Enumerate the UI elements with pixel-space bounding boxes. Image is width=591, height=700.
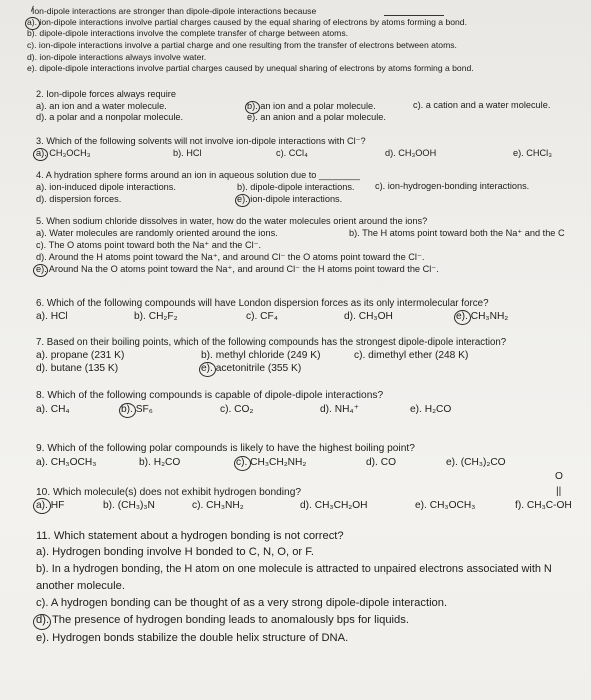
question-11-option-a: a). Hydrogen bonding involve H bonded to C, N, O, or F. xyxy=(36,546,314,558)
question-3-option-c: c). CCl₄ xyxy=(276,148,308,158)
question-3-option-b: b). HCl xyxy=(173,148,202,158)
question-3-option-e: e). CHCl₃ xyxy=(513,148,552,158)
question-2-option-c: c). a cation and a water molecule. xyxy=(413,100,551,110)
question-6-option-b: b). CH₂F₂ xyxy=(134,311,178,322)
question-5-stem: 5. When sodium chloride dissolves in water, how do the water molecules orient around the ions? xyxy=(36,216,428,226)
question-8-option-a: a). CH₄ xyxy=(36,404,70,415)
question-10-option-b: b). (CH₃)₃N xyxy=(103,500,155,511)
question-7-option-d: d). butane (135 K) xyxy=(36,363,119,374)
question-2-option-d: d). a polar and a nonpolar molecule. xyxy=(36,112,184,122)
question-4-option-d: d). dispersion forces. xyxy=(36,194,122,204)
question-6-stem: 6. Which of the following compounds will have London dispersion forces as its only intermolecular force? xyxy=(36,298,489,309)
question-7-option-a: a). propane (231 K) xyxy=(36,350,125,361)
question-5-option-a: a). Water molecules are randomly oriented around the ions. xyxy=(36,228,278,238)
question-3-stem: 3. Which of the following solvents will not involve ion-dipole interactions with Cl⁻? xyxy=(36,136,366,146)
question-8-option-d: d). NH₄⁺ xyxy=(320,404,359,415)
answer-circle-mark xyxy=(33,148,48,161)
question-10-option-a: a). HF xyxy=(36,500,65,511)
question-5-option-d: d). Around the H atoms point toward the Na⁺, and around Cl⁻ the O atoms point toward the Cl⁻. xyxy=(36,252,425,262)
question-3-option-d: d). CH₃OOH xyxy=(385,148,437,158)
question-4-option-a: a). ion-induced dipole interactions. xyxy=(36,182,176,192)
question-1-option-d: d). ion-dipole interactions always involve water. xyxy=(27,52,207,62)
question-4-option-b: b). dipole-dipole interactions. xyxy=(237,182,355,192)
question-11-option-e: e). Hydrogen bonds stabilize the double helix structure of DNA. xyxy=(36,632,349,644)
question-10-stem: 10. Which molecule(s) does not exhibit hydrogen bonding? xyxy=(36,487,302,498)
question-7-option-c: c). dimethyl ether (248 K) xyxy=(354,350,469,361)
answer-circle-mark xyxy=(33,264,48,277)
answer-circle-mark xyxy=(245,101,260,114)
question-7-option-b: b). methyl chloride (249 K) xyxy=(201,350,321,361)
answer-circle-mark xyxy=(454,310,471,325)
question-11-option-d: d). The presence of hydrogen bonding leads to anomalously bps for liquids. xyxy=(36,614,409,626)
question-1-stem: Ion-dipole interactions are stronger than dipole-dipole interactions because xyxy=(32,6,317,16)
question-6-option-e: e). CH₃NH₂ xyxy=(456,311,509,322)
question-9-option-b: b). H₂CO xyxy=(139,457,181,468)
question-5-option-e: e). Around Na the O atoms point toward the Na⁺, and around Cl⁻ the H atoms point toward the Cl⁻. xyxy=(36,264,439,274)
question-8-option-e: e). H₂CO xyxy=(410,404,452,415)
answer-circle-mark xyxy=(33,614,51,630)
question-9-option-e: e). (CH₃)₂CO xyxy=(446,457,506,468)
question-1-option-a: a). ion-dipole interactions involve partial charges caused by the equal sharing of electrons by atoms forming a bond. xyxy=(27,17,467,27)
question-11-stem: 11. Which statement about a hydrogen bonding is not correct? xyxy=(36,530,344,542)
question-10-option-d: d). CH₃CH₂OH xyxy=(300,500,368,511)
question-7-stem: 7. Based on their boiling points, which of the following compounds has the strongest dipole-dipole interaction? xyxy=(36,337,507,348)
question-9-option-c: c). CH₃CH₂NH₂ xyxy=(236,457,307,468)
double-bond-mark: || xyxy=(556,486,562,497)
question-4-stem: 4. A hydration sphere forms around an ion in aqueous solution due to ________ xyxy=(36,170,360,180)
question-2-option-a: a). an ion and a water molecule. xyxy=(36,101,167,111)
answer-circle-mark xyxy=(235,194,250,207)
carbonyl-oxygen-label: O xyxy=(555,471,563,482)
question-11-option-b: b). In a hydrogen bonding, the H atom on one molecule is attracted to unpaired electrons associated with N xyxy=(36,563,552,575)
question-11-option-c: c). A hydrogen bonding can be thought of as a very strong dipole-dipole interaction. xyxy=(36,597,448,609)
question-8-option-b: b). SF₆ xyxy=(121,404,153,415)
question-1-option-b: b). dipole-dipole interactions involve the complete transfer of charge between atoms. xyxy=(27,28,349,38)
answer-circle-mark xyxy=(33,498,51,514)
answer-circle-mark xyxy=(119,403,136,418)
question-10-option-c: c). CH₃NH₂ xyxy=(192,500,244,511)
question-4-option-e: e). ion-dipole interactions. xyxy=(237,194,343,204)
question-6-option-d: d). CH₃OH xyxy=(344,311,393,322)
question-6-option-a: a). HCl xyxy=(36,311,68,322)
question-3-option-a: a). CH₃OCH₃ xyxy=(36,148,91,158)
answer-circle-mark xyxy=(199,362,216,377)
question-10-option-e: e). CH₃OCH₃ xyxy=(415,500,476,511)
question-4-option-c: c). ion-hydrogen-bonding interactions. xyxy=(375,181,530,191)
question-9-option-a: a). CH₃OCH₃ xyxy=(36,457,97,468)
answer-circle-mark xyxy=(25,17,40,30)
question-9-stem: 9. Which of the following polar compounds is likely to have the highest boiling point? xyxy=(36,443,415,454)
question-2-option-e: e). an anion and a polar molecule. xyxy=(247,112,386,122)
question-1-option-e: e). dipole-dipole interactions involve partial charges caused by unequal sharing of electrons by atoms forming a bond. xyxy=(27,63,474,73)
question-8-stem: 8. Which of the following compounds is capable of dipole-dipole interactions? xyxy=(36,390,384,401)
question-1-option-c: c). ion-dipole interactions involve a partial charge and one resulting from the transfer of electrons between atoms. xyxy=(27,40,457,50)
question-11-option-b-continued: another molecule. xyxy=(36,580,125,592)
question-7-option-e: e). acetonitrile (355 K) xyxy=(201,363,302,374)
answer-circle-mark xyxy=(234,456,251,471)
blank-line xyxy=(384,15,444,16)
question-10-option-f: f). CH₃C-OH xyxy=(515,500,572,511)
question-9-option-d: d). CO xyxy=(366,457,397,468)
question-5-option-c: c). The O atoms point toward both the Na⁺ and the Cl⁻. xyxy=(36,240,262,250)
question-2-option-b: b). an ion and a polar molecule. xyxy=(247,101,376,111)
question-8-option-c: c). CO₂ xyxy=(220,404,254,415)
question-2-stem: 2. Ion-dipole forces always require xyxy=(36,89,176,99)
question-5-option-b: b). The H atoms point toward both the Na⁺ and the C xyxy=(349,228,565,238)
question-6-option-c: c). CF₄ xyxy=(246,311,278,322)
